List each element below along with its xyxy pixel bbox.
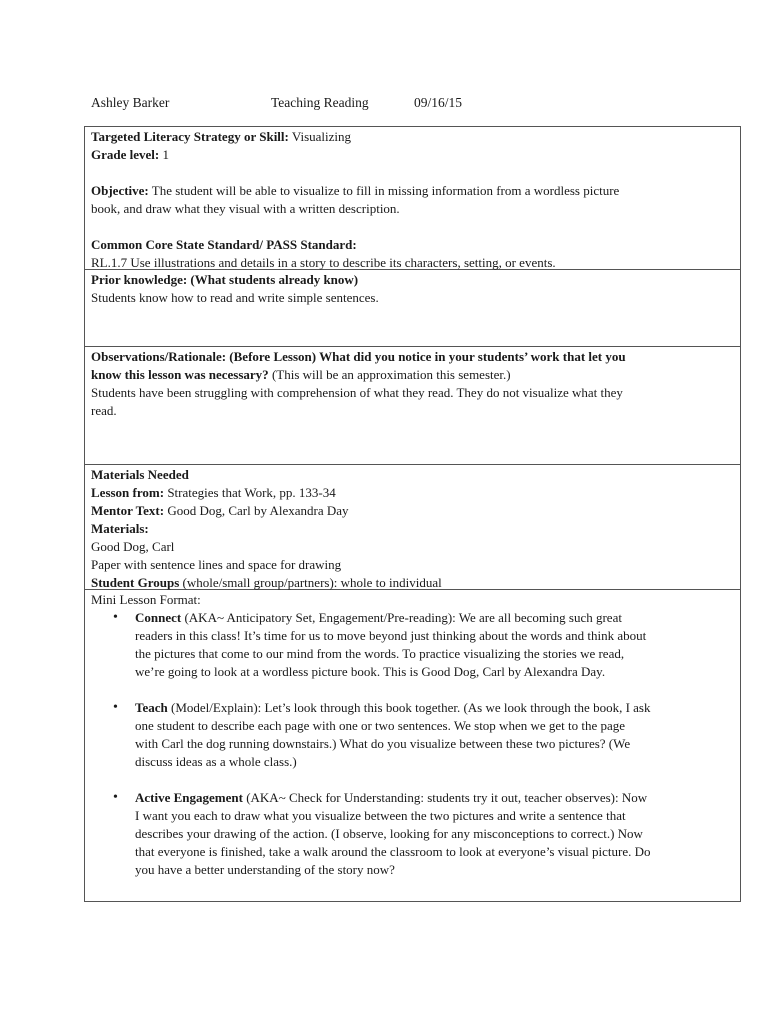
student-groups-label: Student Groups [91, 575, 180, 590]
active-text-1: (AKA~ Check for Understanding: students try it out, teacher observes): Now [242, 790, 648, 805]
grade-value: 1 [159, 147, 169, 162]
prior-knowledge-label: Prior knowledge: (What students already know) [91, 272, 359, 287]
connect-text-3: the pictures that come to our mind from the words. To practice visualizing the stories we read, [135, 646, 625, 661]
active-text-4: that everyone is finished, take a walk around the classroom to look at everyone’s visual picture. Do [135, 844, 651, 859]
observations-section [85, 346, 740, 464]
teach-text-3: with Carl the dog running downstairs.) What do you visualize between these two pictures? (We [135, 736, 631, 751]
document-date: 09/16/15 [414, 95, 463, 110]
materials-label: Materials: [91, 521, 149, 536]
connect-text-4: we’re going to look at a wordless picture book. This is Good Dog, Carl by Alexandra Day. [135, 664, 606, 679]
list-item-connect [113, 609, 734, 699]
mini-lesson-section [85, 589, 740, 901]
observations-label-line-2 [91, 366, 734, 384]
author-name: Ashley Barker [91, 95, 170, 110]
standard-value: RL.1.7 Use illustrations and details in a story to describe its characters, setting, or events. [91, 255, 556, 270]
standard-label: Common Core State Standard/ PASS Standard: [91, 237, 357, 252]
teach-label: Teach [135, 700, 168, 715]
materials-item-1: Good Dog, Carl [91, 539, 175, 554]
teach-text-2: one student to describe each page with one or two sentences. We stop when we get to the page [135, 718, 626, 733]
connect-text-2: readers in this class! It’s time for us to move beyond just thinking about the words and think about [135, 628, 647, 643]
lesson-plan-table [84, 126, 741, 902]
observations-value-1: Students have been struggling with comprehension of what they read. They do not visualize what they [91, 385, 623, 400]
observations-label-1: Observations/Rationale: (Before Lesson) What did you notice in your students’ work that let you [91, 349, 626, 364]
list-item-active-engagement [113, 789, 734, 879]
connect-text-1: (AKA~ Anticipatory Set, Engagement/Pre-reading): We are all becoming such great [181, 610, 622, 625]
active-text-2: I want you each to draw what you visualize between the two pictures and write a sentence that [135, 808, 626, 823]
materials-item-2: Paper with sentence lines and space for drawing [91, 557, 342, 572]
mini-lesson-list [91, 609, 734, 879]
strategy-label: Targeted Literacy Strategy or Skill: [91, 129, 289, 144]
active-engagement-label: Active Engagement [135, 790, 243, 805]
connect-label: Connect [135, 610, 182, 625]
grade-label: Grade level: [91, 147, 160, 162]
grade-line [91, 146, 734, 164]
materials-section [85, 464, 740, 589]
observations-label-2: know this lesson was necessary? [91, 367, 269, 382]
objective-label: Objective: [91, 183, 149, 198]
prior-knowledge-section [85, 269, 740, 346]
strategy-line [91, 128, 734, 146]
mentor-text-value: Good Dog, Carl by Alexandra Day [164, 503, 349, 518]
mentor-text-label: Mentor Text: [91, 503, 165, 518]
list-item-teach [113, 699, 734, 789]
strategy-section [85, 127, 740, 269]
mentor-text-line [91, 502, 734, 520]
course-name: Teaching Reading [271, 95, 369, 110]
strategy-value: Visualizing [288, 129, 352, 144]
active-text-3: describes your drawing of the action. (I observe, looking for any misconceptions to correct.) Now [135, 826, 643, 841]
objective-text-2: book, and draw what they visual with a written description. [91, 201, 400, 216]
mini-lesson-title: Mini Lesson Format: [91, 592, 201, 607]
prior-knowledge-value: Students know how to read and write simple sentences. [91, 290, 379, 305]
lesson-from-line [91, 484, 734, 502]
objective-line [91, 182, 734, 200]
objective-text-1: The student will be able to visualize to fill in missing information from a wordless picture [148, 183, 620, 198]
observations-value-2: read. [91, 403, 117, 418]
teach-text-1: (Model/Explain): Let’s look through this book together. (As we look through the book, I ask [167, 700, 651, 715]
lesson-from-value: Strategies that Work, pp. 133-34 [164, 485, 336, 500]
teach-text-4: discuss ideas as a whole class.) [135, 754, 297, 769]
materials-heading: Materials Needed [91, 467, 189, 482]
observations-note: (This will be an approximation this semester.) [268, 367, 511, 382]
student-groups-value: (whole/small group/partners): whole to individual [179, 575, 442, 590]
lesson-from-label: Lesson from: [91, 485, 165, 500]
active-text-5: you have a better understanding of the story now? [135, 862, 395, 877]
